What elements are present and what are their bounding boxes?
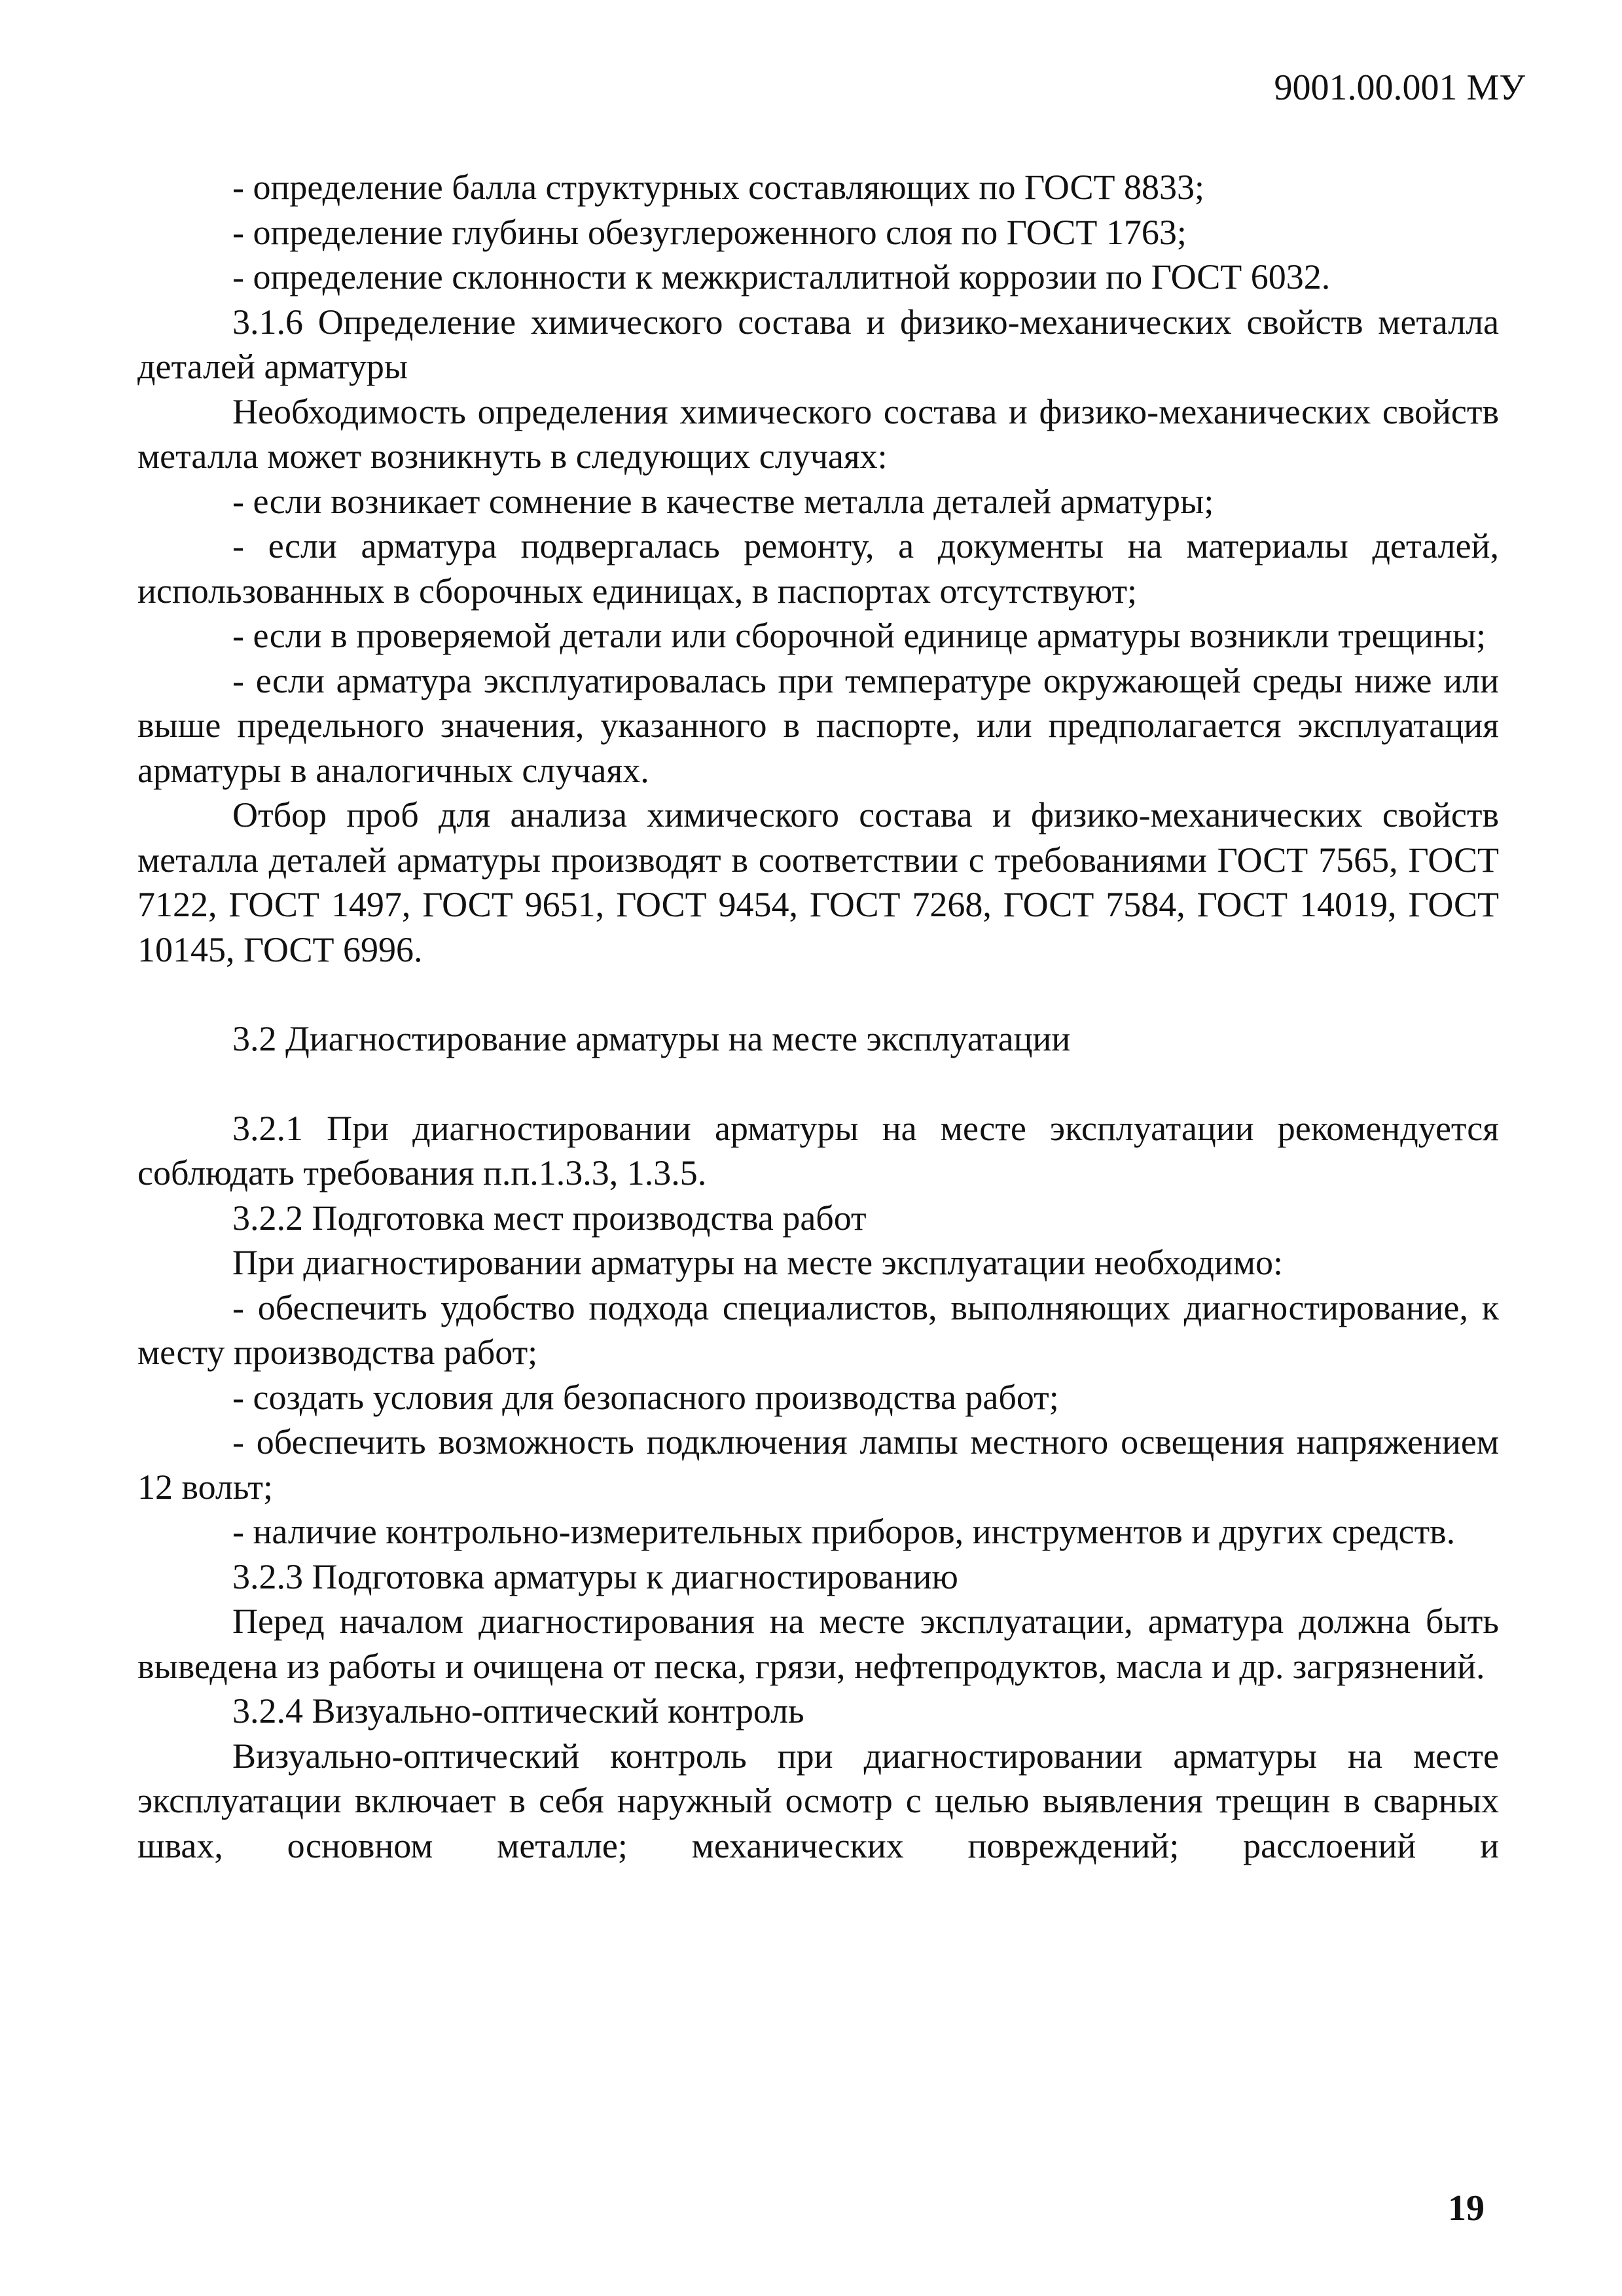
list-item: - если возникает сомнение в качестве металла деталей арматуры; [232,481,1214,521]
list-item: - определение склонности к межкристаллитной коррозии по ГОСТ 6032. [232,257,1331,296]
subsection-heading: 3.2.2 Подготовка мест производства работ [232,1198,867,1238]
spacer [137,1062,1499,1106]
list-item: - создать условия для безопасного производства работ; [232,1377,1059,1417]
list-item: - если в проверяемой детали или сборочной единице арматуры возникли трещины; [232,616,1487,655]
list-item: - обеспечить удобство подхода специалистов, выполняющих диагностирование, к месту производства работ; [137,1287,1499,1372]
spacer [137,972,1499,1016]
paragraph: При диагностировании арматуры на месте эксплуатации необходимо: [232,1243,1283,1282]
paragraph: Необходимость определения химического состава и физико-механических свойств металла может возникнуть в следующих случаях: [137,391,1499,476]
subsection-heading: 3.2.3 Подготовка арматуры к диагностированию [232,1556,958,1596]
document-body [137,165,1499,1868]
page-number: 19 [1448,2188,1485,2229]
list-item: - определение балла структурных составляющих по ГОСТ 8833; [232,168,1204,207]
section-heading: 3.1.6 Определение химического состава и физико-механических свойств металла деталей арматуры [137,302,1499,386]
paragraph: 3.2.1 При диагностировании арматуры на месте эксплуатации рекомендуется соблюдать требования п.п.1.3.3, 1.3.5. [137,1108,1499,1193]
section-heading: 3.2 Диагностирование арматуры на месте эксплуатации [232,1019,1071,1058]
paragraph: Визуально-оптический контроль при диагностировании арматуры на месте эксплуатации включает в себя наружный осмотр с целью выявления трещин в сварных швах, основном металле; механических повреждений; расслоений и [137,1736,1499,1865]
list-item: - определение глубины обезуглероженного слоя по ГОСТ 1763; [232,212,1187,252]
list-item: - если арматура подвергалась ремонту, а документы на материалы деталей, использованных в сборочных единицах, в паспортах отсутствуют; [137,526,1499,611]
list-item: - если арматура эксплуатировалась при температуре окружающей среды ниже или выше предельного значения, указанного в паспорте, или предполагается эксплуатация арматуры в аналогичных случаях. [137,660,1499,790]
subsection-heading: 3.2.4 Визуально-оптический контроль [232,1691,804,1731]
document-code: 9001.00.001 МУ [1274,67,1525,108]
paragraph: Перед началом диагностирования на месте эксплуатации, арматура должна быть выведена из работы и очищена от песка, грязи, нефтепродуктов, масла и др. загрязнений. [137,1602,1499,1686]
list-item: - обеспечить возможность подключения лампы местного освещения напряжением 12 вольт; [137,1422,1499,1507]
paragraph: Отбор проб для анализа химического состава и физико-механических свойств металла деталей арматуры производят в соответствии с требованиями ГОСТ 7565, ГОСТ 7122, ГОСТ 1497, ГОСТ 9651, ГОСТ 9454, ГОСТ 7268, ГОСТ 7584, ГОСТ 14019, ГОСТ 10145, ГОСТ 6996. [137,795,1499,969]
list-item: - наличие контрольно-измерительных приборов, инструментов и других средств. [232,1512,1456,1551]
